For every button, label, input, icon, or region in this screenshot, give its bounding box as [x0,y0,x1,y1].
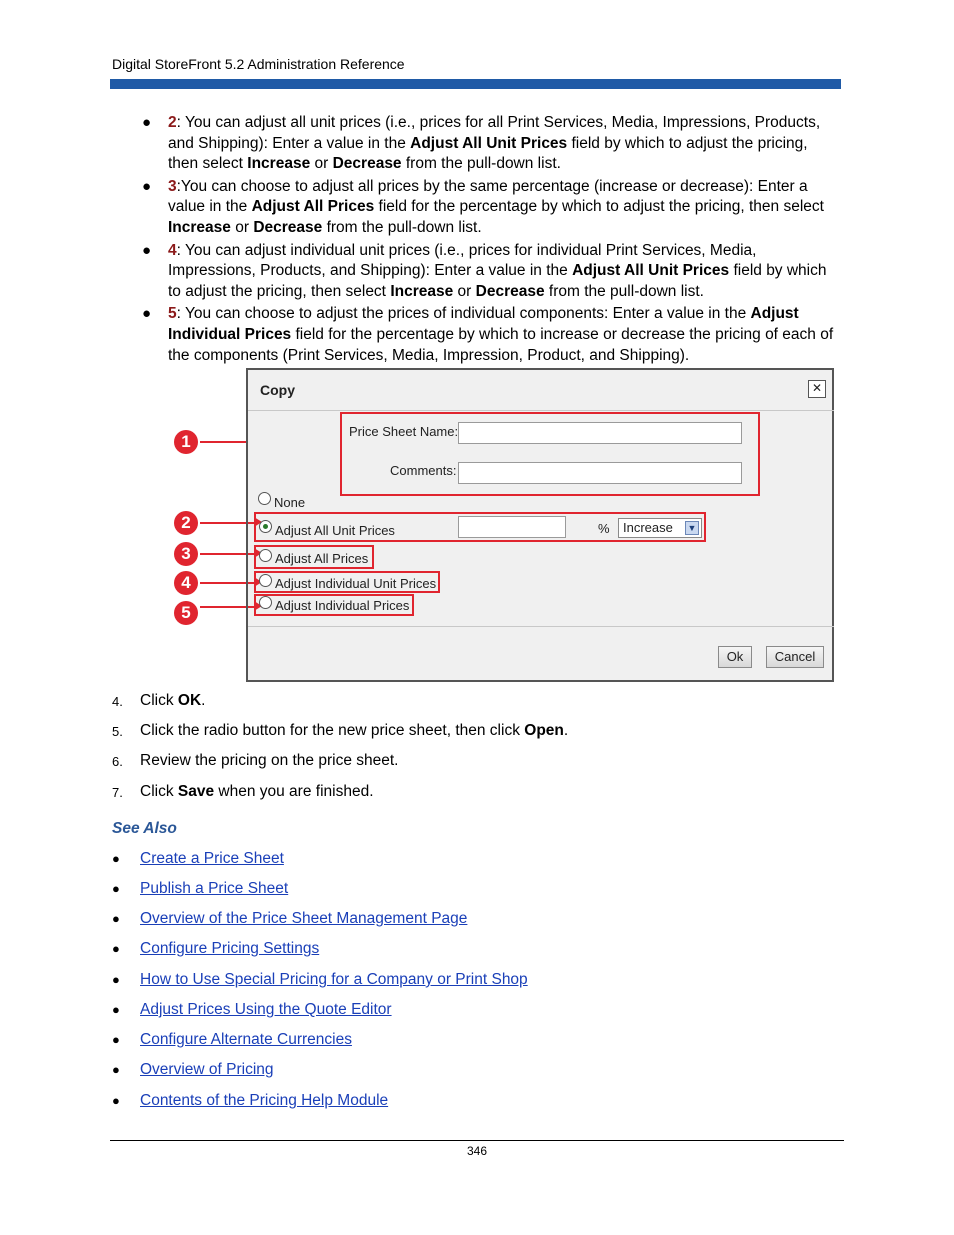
bullet-text: or [453,282,476,300]
price-sheet-name-label: Price Sheet Name: [349,424,459,439]
bullet-icon: ● [142,114,152,131]
comments-input[interactable] [458,462,742,484]
price-sheet-name-input[interactable] [458,422,742,444]
step-text [140,692,205,710]
bullet-bold: Decrease [332,155,402,173]
bullet-bold: Adjust All Prices [251,198,375,216]
step-bold: Save [177,783,215,800]
bullet-text: field for the percentage by which to increase or decrease the pricing of each of the components (Print Services, Media, Impression, Product, and Shipping). [168,325,834,364]
bullet-bold: Decrease [475,282,545,300]
step-text-part: . [563,722,569,739]
callout-marker-3: 3 [174,542,198,566]
callout-arrow-line [200,582,246,584]
callout-marker-5: 5 [174,601,198,625]
bullet-text: : You can adjust all unit prices (i.e., prices for all Print Services, Media, Impressions, Products, and Shipping): Enter a value in the [168,114,821,152]
step-text-part: Click [140,692,178,709]
link-configure-pricing-settings[interactable]: Configure Pricing Settings [140,940,320,957]
bullet-text: from the pull-down list. [322,218,482,236]
bullet-bold: Adjust All Unit Prices [410,134,568,152]
radio-adjust-all-prices[interactable] [259,549,272,562]
callout-arrow-line [200,522,246,524]
bullet-bold: Adjust Individual Prices [168,305,799,343]
chevron-down-icon[interactable]: ▼ [685,521,699,535]
bullet-text: : You can choose to adjust the prices of individual components: Enter a value in the [176,305,751,323]
bullet-bold: Adjust All Unit Prices [572,262,730,280]
callout-marker-1: 1 [174,430,198,454]
bullet-text: or [230,218,254,236]
step-text-part: . [201,692,206,709]
bullet-icon: ● [142,305,152,323]
bullet-text: or [310,155,333,173]
direction-select-value: Increase [623,520,673,535]
option-bullet-list [142,113,842,368]
bullet-item-2 [142,113,842,175]
ok-button[interactable]: Ok [718,646,752,668]
bullet-number: 3 [168,177,177,195]
bullet-bold: Increase [247,155,311,173]
dialog-divider [248,626,834,627]
radio-adjust-all-unit-prices-label: Adjust All Unit Prices [275,523,395,538]
direction-select[interactable] [618,518,702,538]
bullet-bold: Increase [390,282,454,300]
bullet-icon: ● [112,941,120,956]
bullet-icon: ● [112,972,120,987]
dialog-title: Copy [260,382,295,398]
radio-adjust-individual-unit-prices-label: Adjust Individual Unit Prices [275,576,437,591]
radio-adjust-all-prices-label: Adjust All Prices [275,551,369,566]
step-text-part: Click [140,783,178,800]
step-text [140,722,568,740]
page-number: 346 [466,1144,488,1158]
header-rule [110,79,841,89]
bullet-number: 4 [168,241,177,259]
radio-adjust-individual-prices-label: Adjust Individual Prices [275,598,410,613]
bullet-text: field by which to adjust the pricing, then select [168,134,808,173]
bullet-text: : You can adjust individual unit prices (i.e., prices for individual Print Services, Media, Impressions, Products, and Shipping): Enter a value in the [168,241,757,280]
step-bold: OK [177,692,202,709]
bullet-icon: ● [112,911,120,926]
step-number: 4. [112,694,123,709]
link-publish-price-sheet[interactable]: Publish a Price Sheet [140,880,289,897]
running-header: Digital StoreFront 5.2 Administration Reference [112,56,405,72]
bullet-number: 2 [168,114,177,131]
bullet-icon: ● [112,1002,120,1017]
step-number: 6. [112,754,123,769]
radio-adjust-all-unit-prices[interactable] [259,520,272,533]
callout-arrow-line [200,553,246,555]
footer-rule [110,1140,844,1141]
bullet-icon: ● [142,241,152,259]
bullet-text: from the pull-down list. [401,155,561,173]
percent-label: % [598,521,610,536]
bullet-bold: Increase [168,218,231,236]
link-contents-pricing-help[interactable]: Contents of the Pricing Help Module [140,1092,389,1109]
bullet-icon: ● [112,1093,120,1108]
cancel-button[interactable]: Cancel [766,646,824,668]
bullet-text: field by which to adjust the pricing, then select [168,262,827,300]
bullet-icon: ● [142,177,152,195]
step-text [140,783,374,801]
bullet-icon: ● [112,851,120,866]
bullet-icon: ● [112,1062,120,1077]
bullet-text: field for the percentage by which to adjust the pricing, then select [374,198,824,216]
step-text-part: Review the pricing on the price sheet. [140,752,399,769]
adjust-value-input[interactable] [458,516,566,538]
step-text [140,752,398,770]
link-create-price-sheet[interactable]: Create a Price Sheet [140,850,284,867]
link-adjust-prices-quote-editor[interactable]: Adjust Prices Using the Quote Editor [140,1001,392,1018]
step-text-part: when you are finished. [214,783,374,800]
copy-dialog [246,368,834,682]
bullet-bold: Decrease [253,218,323,236]
radio-none[interactable] [258,492,271,505]
step-bold: Open [524,722,564,739]
step-text-part: Click the radio button for the new price sheet, then click [140,722,525,739]
step-number: 5. [112,724,123,739]
comments-label: Comments: [390,463,457,478]
radio-none-label: None [274,495,306,510]
dialog-divider [248,410,834,411]
link-overview-of-pricing[interactable]: Overview of Pricing [140,1061,274,1078]
link-configure-alternate-currencies[interactable]: Configure Alternate Currencies [140,1031,352,1048]
bullet-text: from the pull-down list. [544,282,704,300]
bullet-text: :You can choose to adjust all prices by the same percentage (increase or decrease): Enter a value in the [168,177,808,216]
bullet-icon: ● [112,1032,120,1047]
radio-adjust-individual-prices[interactable] [259,596,272,609]
callout-marker-2: 2 [174,511,198,535]
see-also-heading: See Also [112,820,177,837]
step-number: 7. [112,785,123,800]
link-overview-price-sheet-management[interactable]: Overview of the Price Sheet Management Page [140,910,468,927]
bullet-item-5 [142,304,842,366]
bullet-item-4 [142,241,842,303]
callout-marker-4: 4 [174,571,198,595]
close-icon[interactable]: ✕ [808,380,826,398]
callout-arrow-line [200,606,246,608]
radio-adjust-individual-unit-prices[interactable] [259,574,272,587]
link-special-pricing[interactable]: How to Use Special Pricing for a Company or Print Shop [140,971,528,988]
bullet-number: 5 [168,305,177,323]
bullet-item-3 [142,177,842,239]
bullet-icon: ● [112,881,120,896]
